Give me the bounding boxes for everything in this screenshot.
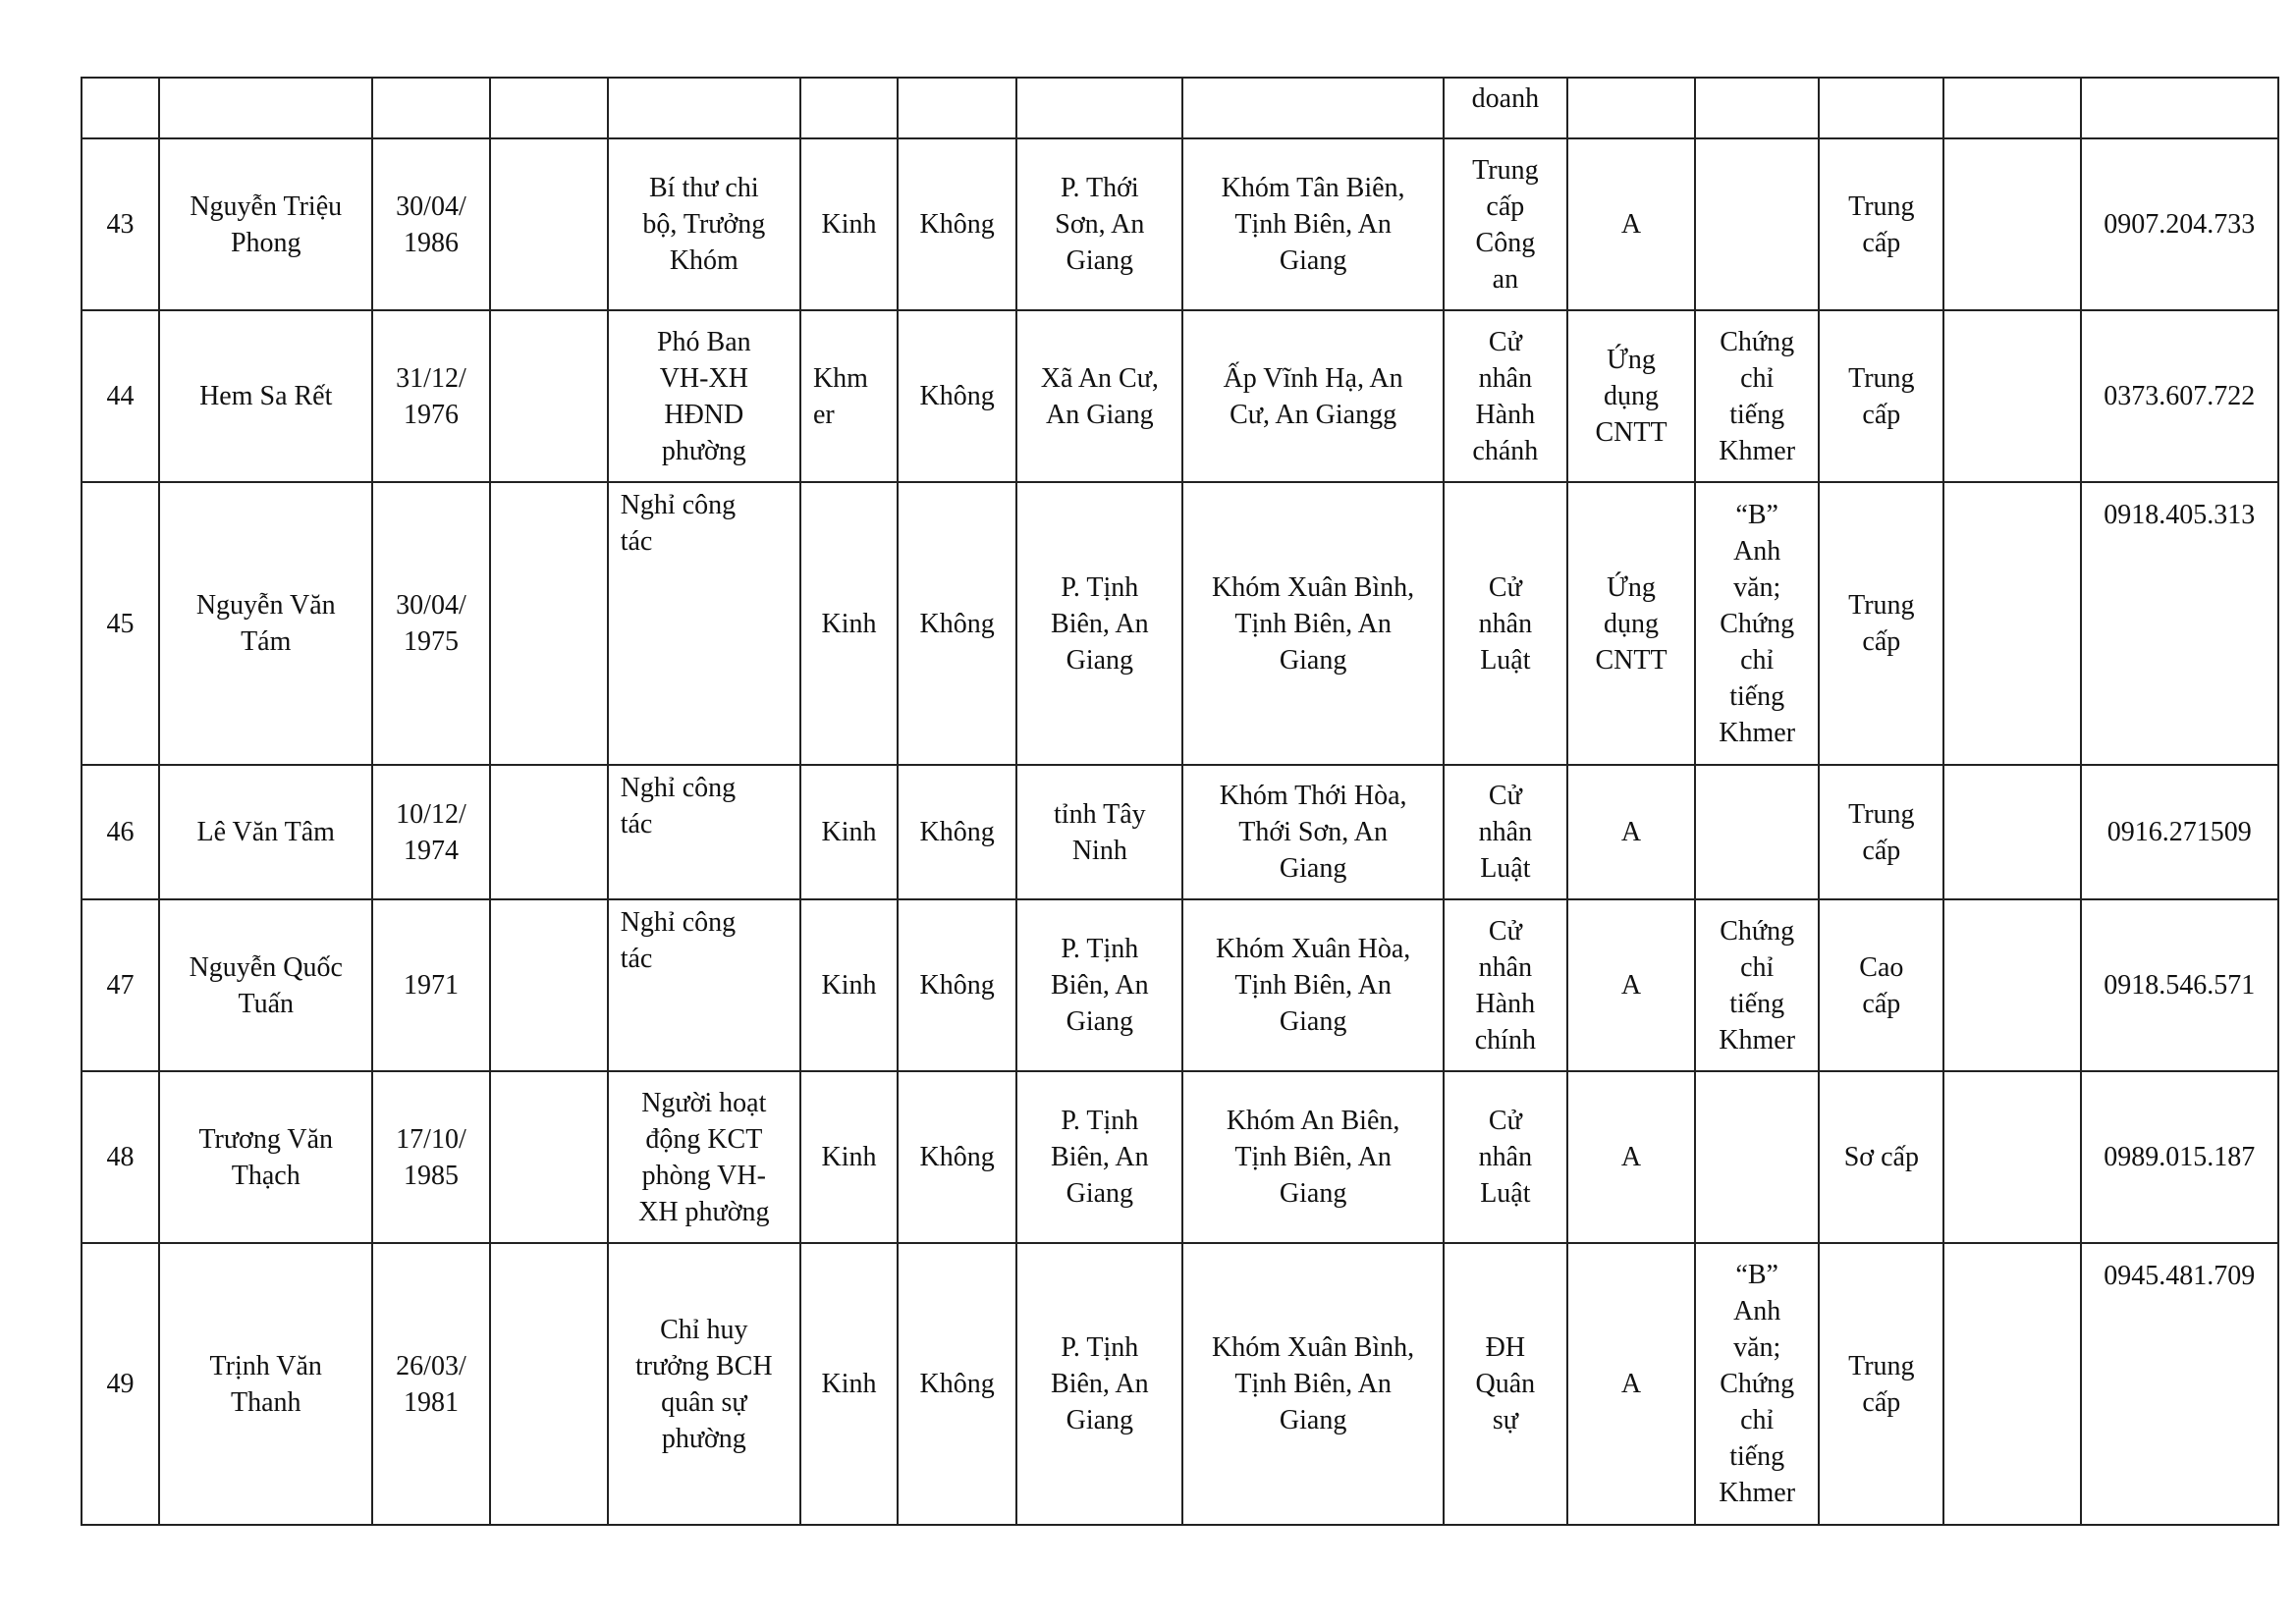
cell-education: Trung cấp Công an (1444, 138, 1567, 310)
cell-dob: 30/04/ 1975 (372, 482, 489, 765)
cell-extra (490, 310, 608, 482)
cell-residence: Khóm Thới Hòa, Thới Sơn, An Giang (1182, 765, 1443, 899)
cell-religion: Không (898, 899, 1016, 1071)
cell-political: Trung cấp (1819, 765, 1943, 899)
cell-political: Sơ cấp (1819, 1071, 1943, 1243)
cell-dob (372, 78, 489, 138)
personnel-table (81, 77, 2279, 1526)
cell-no: 47 (82, 899, 159, 1071)
cell-residence: Khóm Xuân Bình, Tịnh Biên, An Giang (1182, 1243, 1443, 1525)
cell-blank (1943, 138, 2080, 310)
cell-hometown: tỉnh Tây Ninh (1016, 765, 1182, 899)
cell-name: Nguyễn Triệu Phong (159, 138, 372, 310)
cell-no: 44 (82, 310, 159, 482)
cell-it-skill: A (1567, 1243, 1695, 1525)
cell-extra (490, 765, 608, 899)
cell-political: Trung cấp (1819, 138, 1943, 310)
cell-hometown (1016, 78, 1182, 138)
cell-phone: 0989.015.187 (2081, 1071, 2278, 1243)
table-row (82, 1071, 2278, 1243)
cell-it-skill: A (1567, 765, 1695, 899)
cell-it-skill: A (1567, 899, 1695, 1071)
cell-education: Cử nhân Luật (1444, 1071, 1567, 1243)
cell-hometown: P. Tịnh Biên, An Giang (1016, 482, 1182, 765)
cell-foreign-lang (1695, 1071, 1819, 1243)
cell-hometown: P. Thới Sơn, An Giang (1016, 138, 1182, 310)
cell-it-skill: A (1567, 1071, 1695, 1243)
cell-name: Trịnh Văn Thanh (159, 1243, 372, 1525)
cell-no: 45 (82, 482, 159, 765)
cell-position (608, 78, 800, 138)
cell-blank (1943, 1071, 2080, 1243)
cell-residence: Khóm Xuân Bình, Tịnh Biên, An Giang (1182, 482, 1443, 765)
cell-foreign-lang (1695, 138, 1819, 310)
cell-blank (1943, 1243, 2080, 1525)
cell-education: Cử nhân Hành chánh (1444, 310, 1567, 482)
cell-residence (1182, 78, 1443, 138)
cell-political: Cao cấp (1819, 899, 1943, 1071)
cell-residence: Khóm Tân Biên, Tịnh Biên, An Giang (1182, 138, 1443, 310)
table-row (82, 765, 2278, 899)
cell-extra (490, 138, 608, 310)
cell-it-skill (1567, 78, 1695, 138)
table-row (82, 1243, 2278, 1525)
cell-extra (490, 482, 608, 765)
cell-name: Nguyễn Văn Tám (159, 482, 372, 765)
cell-phone: 0918.546.571 (2081, 899, 2278, 1071)
table-row (82, 310, 2278, 482)
cell-name (159, 78, 372, 138)
cell-ethnicity: Kinh (800, 138, 898, 310)
cell-position: Nghỉ công tác (608, 482, 800, 765)
cell-dob: 17/10/ 1985 (372, 1071, 489, 1243)
cell-extra (490, 1243, 608, 1525)
cell-hometown: P. Tịnh Biên, An Giang (1016, 1243, 1182, 1525)
cell-phone (2081, 78, 2278, 138)
cell-name: Hem Sa Rết (159, 310, 372, 482)
cell-foreign-lang: “B” Anh văn; Chứng chỉ tiếng Khmer (1695, 1243, 1819, 1525)
cell-it-skill: Ứng dụng CNTT (1567, 310, 1695, 482)
cell-dob: 31/12/ 1976 (372, 310, 489, 482)
cell-residence: Khóm An Biên, Tịnh Biên, An Giang (1182, 1071, 1443, 1243)
cell-name: Nguyễn Quốc Tuấn (159, 899, 372, 1071)
cell-foreign-lang (1695, 78, 1819, 138)
cell-position: Nghỉ công tác (608, 899, 800, 1071)
cell-ethnicity: Kinh (800, 1071, 898, 1243)
cell-position: Nghỉ công tác (608, 765, 800, 899)
cell-hometown: P. Tịnh Biên, An Giang (1016, 899, 1182, 1071)
cell-dob: 10/12/ 1974 (372, 765, 489, 899)
cell-extra (490, 78, 608, 138)
cell-ethnicity: Khm er (800, 310, 898, 482)
cell-political (1819, 78, 1943, 138)
cell-hometown: Xã An Cư, An Giang (1016, 310, 1182, 482)
cell-foreign-lang (1695, 765, 1819, 899)
cell-education: Cử nhân Hành chính (1444, 899, 1567, 1071)
cell-no: 49 (82, 1243, 159, 1525)
cell-name: Lê Văn Tâm (159, 765, 372, 899)
cell-no (82, 78, 159, 138)
cell-no: 43 (82, 138, 159, 310)
cell-religion: Không (898, 482, 1016, 765)
cell-residence: Khóm Xuân Hòa, Tịnh Biên, An Giang (1182, 899, 1443, 1071)
cell-religion: Không (898, 138, 1016, 310)
cell-blank (1943, 482, 2080, 765)
cell-dob: 1971 (372, 899, 489, 1071)
cell-political: Trung cấp (1819, 1243, 1943, 1525)
cell-it-skill: Ứng dụng CNTT (1567, 482, 1695, 765)
cell-ethnicity: Kinh (800, 899, 898, 1071)
cell-ethnicity: Kinh (800, 482, 898, 765)
cell-it-skill: A (1567, 138, 1695, 310)
cell-ethnicity: Kinh (800, 765, 898, 899)
continuation-row (82, 78, 2278, 138)
cell-extra (490, 1071, 608, 1243)
cell-no: 48 (82, 1071, 159, 1243)
cell-position: Phó Ban VH-XH HĐND phường (608, 310, 800, 482)
cell-blank (1943, 899, 2080, 1071)
cell-religion: Không (898, 765, 1016, 899)
cell-education: doanh (1444, 78, 1567, 138)
cell-religion: Không (898, 310, 1016, 482)
cell-blank (1943, 78, 2080, 138)
table-row (82, 482, 2278, 765)
cell-position: Chỉ huy trưởng BCH quân sự phường (608, 1243, 800, 1525)
cell-name: Trương Văn Thạch (159, 1071, 372, 1243)
cell-ethnicity: Kinh (800, 1243, 898, 1525)
cell-religion: Không (898, 1243, 1016, 1525)
cell-phone: 0907.204.733 (2081, 138, 2278, 310)
cell-phone: 0916.271509 (2081, 765, 2278, 899)
cell-foreign-lang: “B” Anh văn; Chứng chỉ tiếng Khmer (1695, 482, 1819, 765)
cell-phone: 0945.481.709 (2081, 1243, 2278, 1525)
table-row (82, 899, 2278, 1071)
cell-religion: Không (898, 1071, 1016, 1243)
cell-education: Cử nhân Luật (1444, 765, 1567, 899)
cell-no: 46 (82, 765, 159, 899)
cell-blank (1943, 310, 2080, 482)
table-row (82, 138, 2278, 310)
cell-phone: 0373.607.722 (2081, 310, 2278, 482)
cell-dob: 26/03/ 1981 (372, 1243, 489, 1525)
cell-position: Người hoạt động KCT phòng VH- XH phường (608, 1071, 800, 1243)
cell-education: Cử nhân Luật (1444, 482, 1567, 765)
cell-education: ĐH Quân sự (1444, 1243, 1567, 1525)
cell-extra (490, 899, 608, 1071)
cell-blank (1943, 765, 2080, 899)
cell-phone: 0918.405.313 (2081, 482, 2278, 765)
cell-residence: Ấp Vĩnh Hạ, An Cư, An Giangg (1182, 310, 1443, 482)
cell-dob: 30/04/ 1986 (372, 138, 489, 310)
cell-ethnicity (800, 78, 898, 138)
cell-religion (898, 78, 1016, 138)
cell-position: Bí thư chi bộ, Trưởng Khóm (608, 138, 800, 310)
cell-foreign-lang: Chứng chỉ tiếng Khmer (1695, 899, 1819, 1071)
cell-political: Trung cấp (1819, 482, 1943, 765)
cell-political: Trung cấp (1819, 310, 1943, 482)
cell-hometown: P. Tịnh Biên, An Giang (1016, 1071, 1182, 1243)
cell-foreign-lang: Chứng chỉ tiếng Khmer (1695, 310, 1819, 482)
